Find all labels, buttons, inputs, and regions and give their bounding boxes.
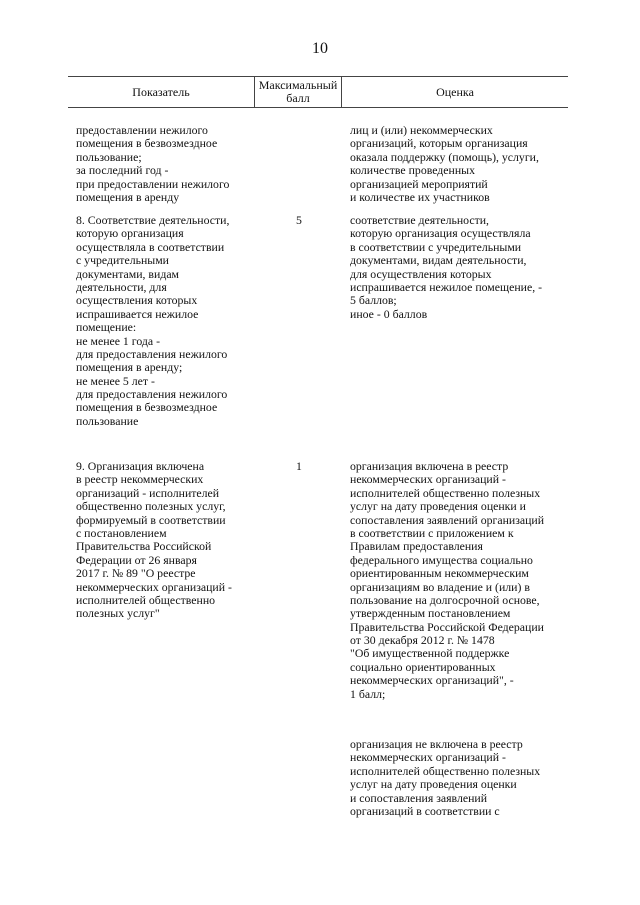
cell-line: федерального имущества социально xyxy=(350,552,533,567)
row-8-assessment xyxy=(350,214,542,321)
cell-line: пользование; xyxy=(76,149,142,164)
row-8-indicator xyxy=(76,214,229,428)
cell-line: организаций, которым организация xyxy=(350,136,528,151)
cell-line: пользование на долгосрочной основе, xyxy=(350,592,540,607)
cell-line: Федерации от 26 января xyxy=(76,552,197,567)
cell-line: количестве проведенных xyxy=(350,163,475,178)
cell-line: услуг на дату проведения оценки xyxy=(350,777,517,792)
cell-line: осуществления которых xyxy=(76,293,198,308)
cell-line: и сопоставления заявлений xyxy=(350,790,488,805)
cell-line: предоставлении нежилого xyxy=(76,123,208,137)
cell-line: которую организация xyxy=(76,226,184,241)
cell-line: организация не включена в реестр xyxy=(350,737,523,751)
header-assessment: Оценка xyxy=(436,85,474,99)
cell-line: в соответствии с учредительными xyxy=(350,239,522,254)
cell-line: не менее 5 лет - xyxy=(76,373,155,388)
cell-line: помещения в безвозмездное xyxy=(76,136,218,151)
cell-line: 2017 г. № 89 "О реестре xyxy=(76,566,196,581)
cell-line: помещения в безвозмездное xyxy=(76,400,218,415)
cell-line: 9. Организация включена xyxy=(76,459,205,473)
cell-line: некоммерческих организаций - xyxy=(76,579,232,594)
row-9-max-score: 1 xyxy=(296,459,302,473)
row-9-indicator xyxy=(76,460,232,621)
cell-line: исполнителей общественно xyxy=(76,592,216,607)
cell-line: для предоставления нежилого xyxy=(76,387,228,402)
cell-line: организациям во владение и (или) в xyxy=(350,579,530,594)
cell-line: документами, видам xyxy=(76,266,180,281)
cell-line: при предоставлении нежилого xyxy=(76,176,230,191)
cell-line: социально ориентированных xyxy=(350,659,496,674)
cell-line: формируемый в соответствии xyxy=(76,512,226,527)
cell-line: некоммерческих организаций", - xyxy=(350,673,514,688)
cell-line: общественно полезных услуг, xyxy=(76,499,226,514)
cell-line: исполнителей общественно полезных xyxy=(350,485,541,500)
cell-line: Правительства Российской Федерации xyxy=(350,619,544,634)
header-max-score-line1: Максимальный xyxy=(258,78,338,92)
row-continued-assessment xyxy=(350,124,539,204)
cell-line: ориентированным некоммерческим xyxy=(350,566,529,581)
cell-line: организацией мероприятий xyxy=(350,176,488,191)
row-continued-indicator xyxy=(76,124,229,204)
cell-line: услуг на дату проведения оценки и xyxy=(350,499,526,514)
cell-line: в реестр некоммерческих xyxy=(76,472,204,487)
cell-line: помещение: xyxy=(76,320,137,335)
cell-line: помещения в аренду; xyxy=(76,360,183,375)
cell-line: некоммерческих организаций - xyxy=(350,750,506,765)
cell-line: организаций в соответствии с xyxy=(350,803,500,818)
cell-line: организация включена в реестр xyxy=(350,459,509,473)
cell-line: 5 баллов; xyxy=(350,293,397,308)
header-max-score xyxy=(255,79,341,105)
cell-line: которую организация осуществляла xyxy=(350,226,531,241)
cell-line: исполнителей общественно полезных xyxy=(350,763,541,778)
cell-line: документами, видам деятельности, xyxy=(350,253,527,268)
cell-line: для осуществления которых xyxy=(350,266,492,281)
cell-line: некоммерческих организаций - xyxy=(350,472,506,487)
cell-line: с учредительными xyxy=(76,253,169,268)
cell-line: с постановлением xyxy=(76,525,167,540)
cell-line: сопоставления заявлений организаций xyxy=(350,512,545,527)
cell-line: пользование xyxy=(76,413,139,428)
page-number: 10 xyxy=(312,40,328,57)
cell-line: утвержденным постановлением xyxy=(350,606,511,621)
cell-line: Правительства Российской xyxy=(76,539,212,554)
row-9-assessment-extra xyxy=(350,738,540,818)
cell-line: не менее 1 года - xyxy=(76,333,161,348)
cell-line: 1 балл; xyxy=(350,686,386,701)
cell-line: иное - 0 баллов xyxy=(350,306,428,321)
row-9-assessment xyxy=(350,460,544,701)
cell-line: организаций - исполнителей xyxy=(76,485,220,500)
cell-line: помещения в аренду xyxy=(76,189,180,204)
cell-line: от 30 декабря 2012 г. № 1478 xyxy=(350,633,495,648)
cell-line: оказала поддержку (помощь), услуги, xyxy=(350,149,539,164)
cell-line: 8. Соответствие деятельности, xyxy=(76,213,230,227)
cell-line: деятельности, для xyxy=(76,279,167,294)
cell-line: за последний год - xyxy=(76,163,169,178)
table-header xyxy=(68,76,568,108)
cell-line: в соответствии с приложением к xyxy=(350,525,514,540)
cell-line: Правилам предоставления xyxy=(350,539,483,554)
cell-line: испрашивается нежилое помещение, - xyxy=(350,279,543,294)
cell-line: лиц и (или) некоммерческих xyxy=(350,123,493,137)
cell-line: испрашивается нежилое xyxy=(76,306,199,321)
cell-line: полезных услуг" xyxy=(76,606,160,621)
cell-line: соответствие деятельности, xyxy=(350,213,490,227)
cell-line: и количестве их участников xyxy=(350,189,490,204)
cell-line: для предоставления нежилого xyxy=(76,346,228,361)
cell-line: "Об имущественной поддержке xyxy=(350,646,510,661)
header-indicator: Показатель xyxy=(132,85,190,99)
cell-line: осуществляла в соответствии xyxy=(76,239,225,254)
row-8-max-score: 5 xyxy=(296,213,302,227)
header-max-score-line2: балл xyxy=(286,91,310,105)
